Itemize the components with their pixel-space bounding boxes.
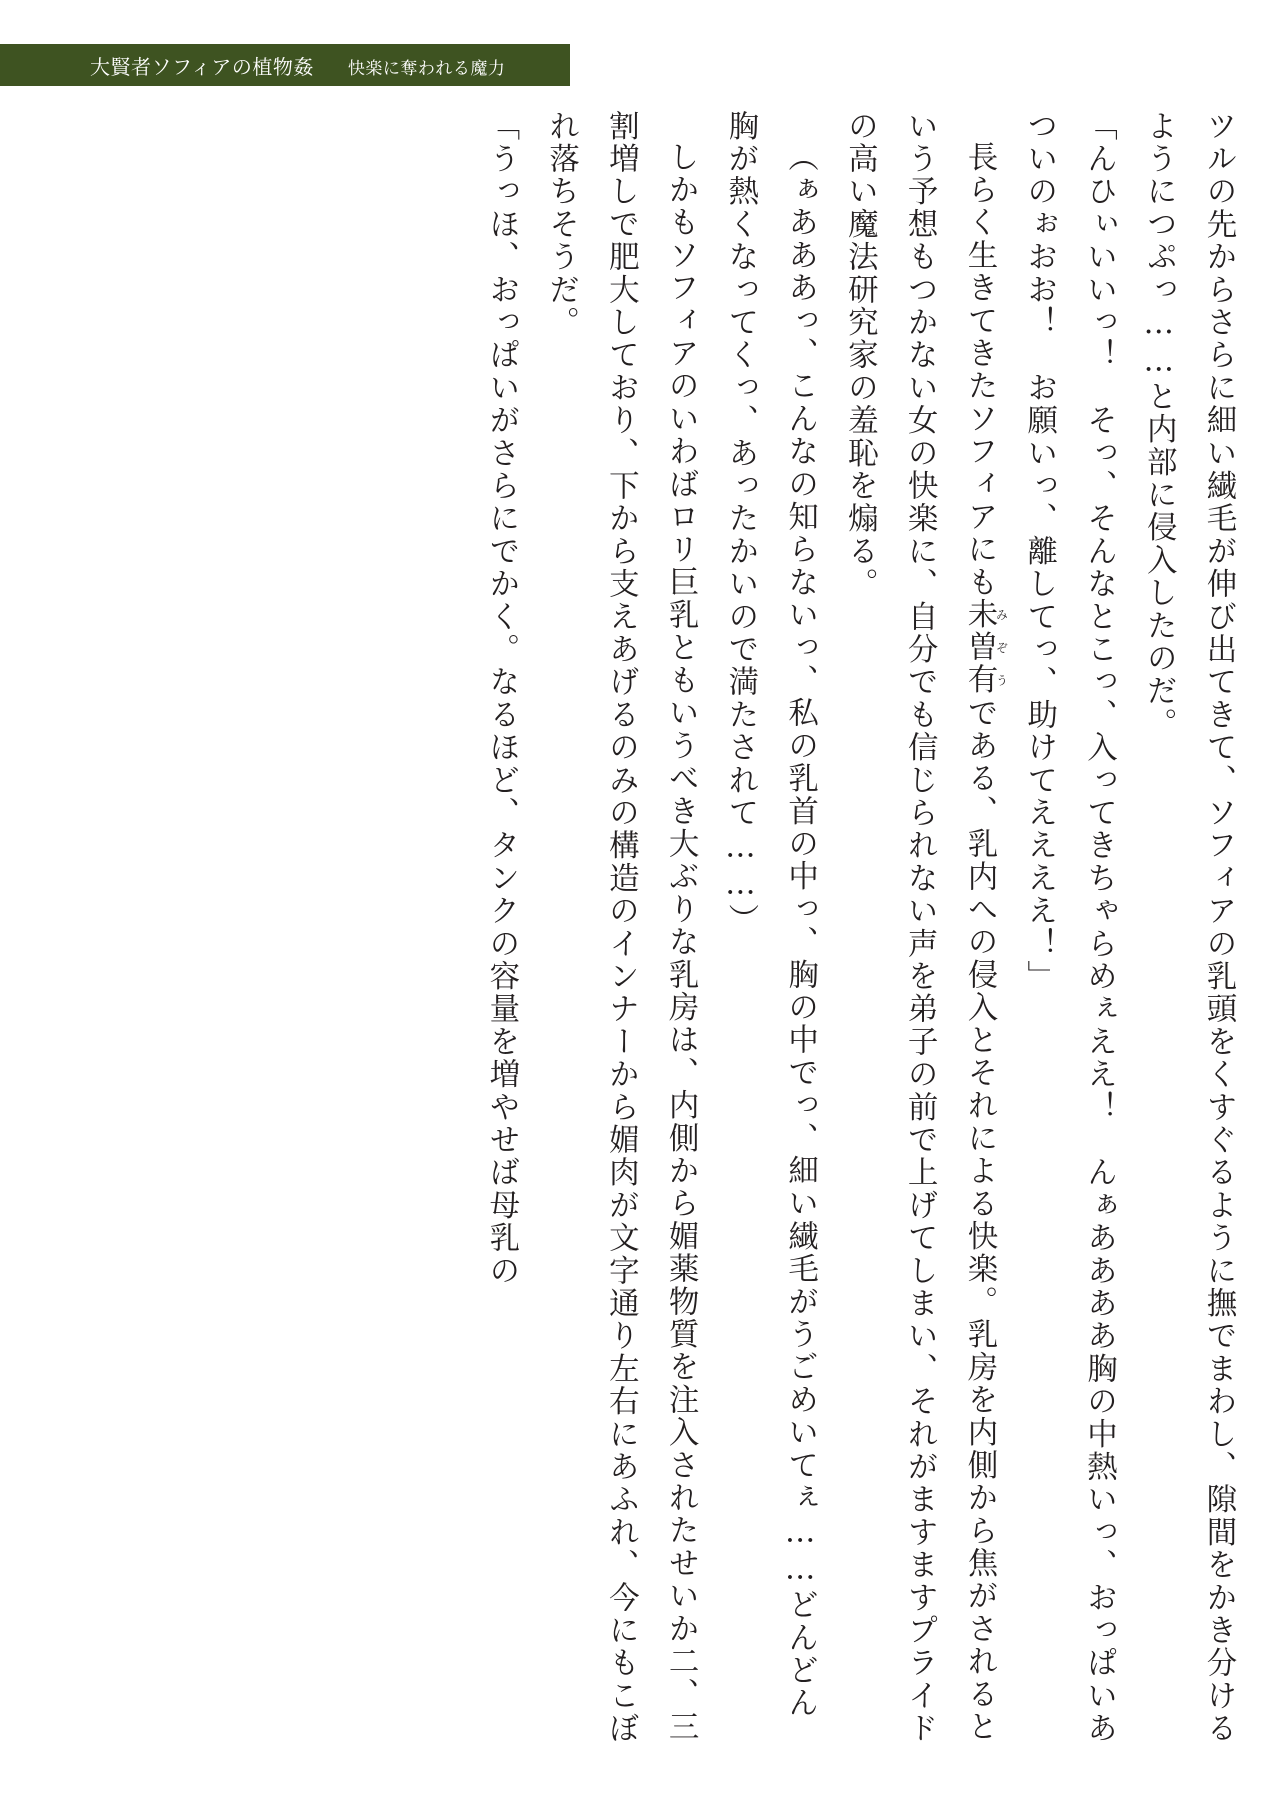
paragraph-4: （ぁあああっ、こんなの知らないっ、私の乳首の中っ、胸の中でっ、細い繊毛がうごめいてぇ……どんどん胸が熱くなってくっ、あったかいので満たされて……）: [722, 110, 818, 1720]
paragraph-2: 「んひぃいいっ！ そっ、そんなとこっ、入ってきちゃらめぇええ！ んぁああああ胸の中熱いっ、おっぱいあついのぉおお！ お願いっ、離してっ、助けてええええ！」: [1021, 110, 1117, 1745]
chapter-subtitle: 快楽に奪われる魔力: [347, 58, 506, 79]
ruby-annotation: 未曽有みぞう: [961, 598, 1009, 697]
paragraph-3: 長らく生きてきたソフィアにも未曽有みぞうである、乳内への侵入とそれによる快楽。乳房を内側から焦がされるという予想もつかない女の快楽に、自分でも信じられない声を弟子の前で上げてしまい、それがますますプライドの高い魔法研究家の羞恥を煽る。: [842, 110, 1009, 1745]
paragraph-6: 「うっほ、おっぱいがさらにでかく。なるほど、タンクの容量を増やせば母乳の: [483, 110, 519, 1288]
page-text-body: [48, 110, 1248, 1750]
paragraph-5: しかもソフィアのいわばロリ巨乳ともいうべき大ぶりな乳房は、内側から媚薬物質を注入されたせいか二、三割増しで肥大しており、下から支えあげるのみの構造のインナーから媚肉が文字通り左右にあふれ、今にもこぼれ落ちそうだ。: [543, 110, 699, 1745]
ruby-reading: みぞう: [994, 598, 1009, 697]
paragraph-1: ツルの先からさらに細い繊毛が伸び出てきて、ソフィアの乳頭をくすぐるように撫でまわし、隙間をかき分けるようにつぷっ……と内部に侵入したのだ。: [1141, 110, 1236, 1745]
header-inner: [90, 51, 505, 80]
page-header-band: [0, 44, 570, 86]
book-title: 大賢者ソフィアの植物姦: [90, 54, 314, 79]
